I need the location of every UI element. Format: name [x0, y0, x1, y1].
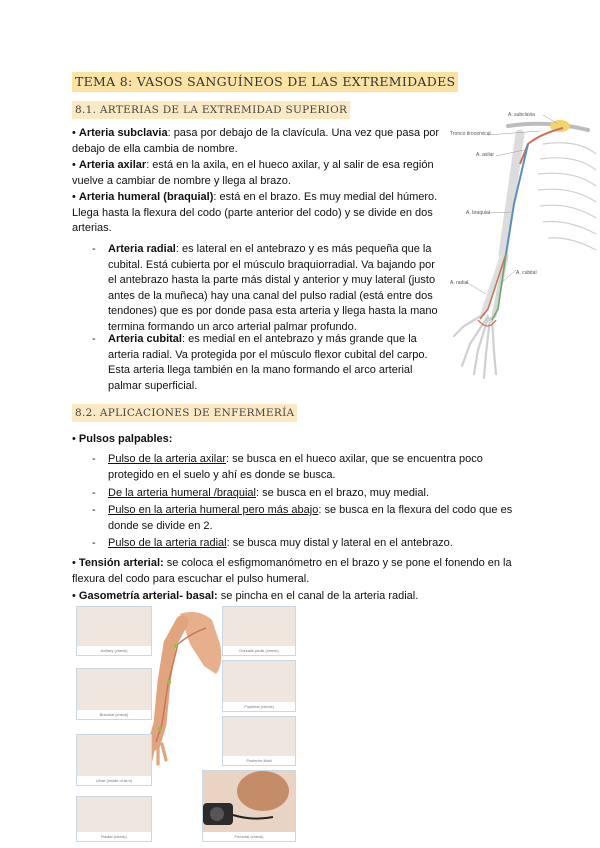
paragraph-subclavia: • Arteria subclavia: pasa por debajo de la clavícula. Una vez que pasa por debajo de ella cambia de nombre. [72, 127, 440, 155]
ribcage-drawing [538, 143, 596, 250]
photo-caption-8: Femoral (check) [203, 832, 295, 841]
page-title: TEMA 8: VASOS SANGUÍNEOS DE LAS EXTREMIDADES [72, 72, 458, 92]
pulso-item-humeral [108, 486, 528, 502]
photo-caption-6: Popliteal (check) [223, 702, 295, 711]
photo-blood-pressure [202, 770, 296, 842]
term-subclavia: Arteria subclavia [78, 127, 168, 139]
sub-item-cubital [108, 332, 444, 394]
dash-bullet: - [92, 333, 96, 345]
pulso-link-humeral-bajo: Pulso en la arteria humeral pero más abajo [108, 504, 319, 516]
clavicle-drawing [508, 124, 588, 130]
pulse-point-brachial [167, 680, 171, 684]
photo-caption-2: Brachial (check) [77, 710, 151, 719]
dash-bullet: - [92, 453, 96, 465]
term-radial: Arteria radial [108, 243, 176, 255]
term-axilar: Arteria axilar [78, 159, 147, 171]
text-humeral: : está en el brazo. Es muy medial del húmero. Llega hasta la flexura del codo (parte anterior del codo) y se divide en dos arterias. [72, 191, 438, 234]
hand-drawing [454, 314, 496, 378]
dash-bullet: - [92, 487, 96, 499]
pulso-item-humeral-bajo [108, 503, 528, 534]
term-humeral: Arteria humeral (braquial) [78, 191, 214, 203]
text-axilar: : está en la axila, en el hueco axilar, y al salir de esa región vuelve a cambiar de nombre y llega al brazo. [72, 159, 434, 187]
section-heading-1: 8.1. ARTERIAS DE LA EXTREMIDAD SUPERIOR [72, 101, 350, 119]
photo-pulse-4 [76, 796, 152, 842]
term-gasometria: Gasometría arterial- basal: [78, 590, 218, 602]
label-subclavia: A. subclavia [508, 112, 535, 118]
photo-pulse-5 [222, 606, 296, 656]
label-braquial: A. braquial [466, 210, 490, 216]
photo-pulse-6 [222, 660, 296, 712]
label-radial: A. radial [450, 280, 469, 286]
pulso-link-radial: Pulso de la arteria radial [108, 537, 227, 549]
photo-caption-7: Posterior tibial [223, 756, 295, 765]
text-tension: se coloca el esfigmomanómetro en el brazo y se pone el fonendo en la flexura del codo para escuchar el pulso humeral. [72, 557, 512, 585]
paragraph-axilar: • Arteria axilar: está en la axila, en el hueco axilar, y al salir de esa región vuelve a cambiar de nombre y llega al brazo. [72, 159, 434, 187]
text-gasometria: se pincha en el canal de la arteria radial. [217, 590, 419, 602]
pulso-item-axilar [108, 452, 528, 483]
text-cubital: : es medial en el antebrazo y más grande que la arteria radial. Va protegida por el músculo flexor cubital del carpo. Esta arteria llega también en la mano formando el arco arterial palmar superficial. [108, 333, 428, 392]
pulsos-title: • Pulsos palpables: [72, 433, 173, 445]
text-subclavia: : pasa por debajo de la clavícula. Una vez que pasa por debajo de ella cambia de nombre. [72, 127, 440, 155]
label-axilar: A. axilar [476, 152, 495, 158]
photo-caption-3: Ulnar (inside of arm) [77, 776, 151, 785]
photo-pulse-2 [76, 668, 152, 720]
text-radial: : es lateral en el antebrazo y es más pequeña que la cubital. Está cubierta por el músculo braquiorradial. Va bajando por el antebrazo hasta la parte más distal y anterior y muy lateral (justo antes de la muñeca) hay una canal del pulso radial (está entre dos tendones) que es por donde pasa esta arteria y llega hasta la mano termina formando un arco arterial palmar profundo. [108, 243, 438, 333]
pulso-text-humeral: : se busca en el brazo, muy medial. [255, 487, 429, 499]
photo-pulse-3 [76, 734, 152, 786]
pulso-text-humeral-bajo: : se busca en la flexura del codo que es donde se divide en 2. [108, 504, 513, 532]
pulse-point-radial [158, 727, 162, 731]
term-cubital: Arteria cubital [108, 333, 182, 345]
paragraph-tension: • Tensión arterial: se coloca el esfigmomanómetro en el brazo y se pone el fonendo en la flexura del codo para escuchar el pulso humeral. [72, 557, 512, 585]
pulsos-title-text: Pulsos palpables: [78, 433, 173, 445]
paragraph-humeral: • Arteria humeral (braquial): está en el brazo. Es muy medial del húmero. Llega hasta la flexura del codo (parte anterior del codo) y se divide en dos arterias. [72, 191, 438, 234]
section-heading-2: 8.2. APLICACIONES DE ENFERMERÍA [72, 404, 297, 422]
photo-pulse-7 [222, 716, 296, 766]
sub-item-radial [108, 242, 444, 335]
pulso-text-radial: : se busca muy distal y lateral en el antebrazo. [226, 537, 453, 549]
upper-limb-arteries-figure [448, 104, 598, 382]
photo-pulse-1 [76, 606, 152, 656]
pulso-link-humeral: De la arteria humeral /braquial [108, 487, 256, 499]
pulso-link-axilar: Pulso de la arteria axilar [108, 453, 227, 465]
pulso-text-axilar: : se busca en el hueco axilar, que se encuentra poco protegido en el suelo y ahí es donde se busca. [108, 453, 483, 481]
photo-caption-5: Dorsalis pedis (check) [223, 646, 295, 655]
term-tension: Tensión arterial: [78, 557, 164, 569]
dash-bullet: - [92, 537, 96, 549]
pulso-item-radial [108, 536, 528, 552]
paragraph-gasometria: • Gasometría arterial- basal: se pincha en el canal de la arteria radial. [72, 590, 419, 602]
dash-bullet: - [92, 504, 96, 516]
label-tronco: Tronco tirocervical [450, 131, 491, 137]
pulse-points-collage [76, 604, 296, 842]
photo-caption-1: Axillary (check) [77, 646, 151, 655]
humerus-drawing [503, 134, 520, 254]
dash-bullet: - [92, 243, 96, 255]
blood-pressure-illustration [203, 771, 295, 841]
upper-limb-arteries-illustration [448, 104, 598, 382]
photo-caption-4: Radial (check) [77, 832, 151, 841]
pulse-point-axillary [174, 644, 178, 648]
label-cubital: A. cubital [516, 270, 537, 276]
